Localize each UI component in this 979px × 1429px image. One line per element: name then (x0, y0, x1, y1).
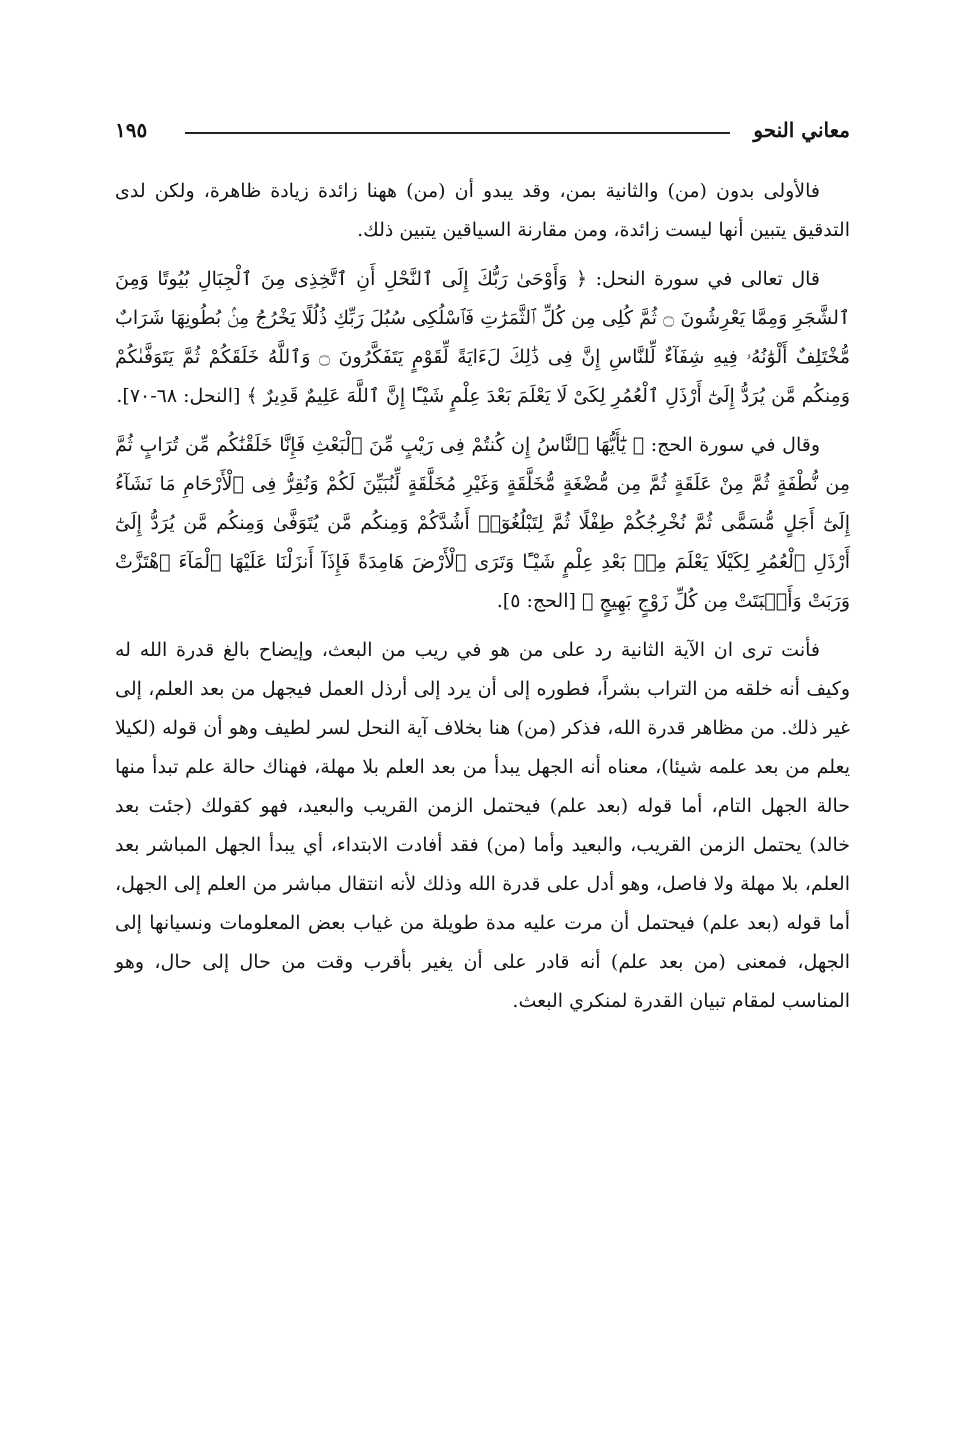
body-text (115, 172, 850, 1021)
hajj-citation: [الحج: ٥]. (496, 590, 576, 612)
paragraph-analysis: فأنت ترى ان الآية الثانية رد على من هو في ريب من البعث، وإيضاح بالغ قدرة الله له وكيف أنه خلقه من التراب بشراً، فطوره إلى أن يرد إلى أرذل العمل فيجهل من بعد العلم، إلى غير ذلك. من مظاهر قدرة الله، فذكر (من) هنا بخلاف آية النحل لسر لطيف وهو أن قوله (لكيلا يعلم من بعد علمه شيئا)، معناه أنه الجهل يبدأ من بعد العلم بلا مهلة، فهناك حالة علم تبدأ منها حالة الجهل التام، أما قوله (بعد علم) فيحتمل الزمن القريب والبعيد، فهو كقولك (جئت بعد خالد) يحتمل الزمن القريب، والبعيد وأما (من) فقد أفادت الابتداء، أي يبدأ الجهل المباشر بعد العلم، بلا مهلة ولا فاصل، وهو أدل على قدرة الله وذلك لأنه انتقال مباشر من العلم إلى الجهل، أما قوله (بعد علم) فيحتمل أن مرت عليه مدة طويلة من غياب بعض المعلومات ونسيانها إلى الجهل، فمعنى (من بعد علم) أنه قادر على أن يغير بأقرب وقت من حال إلى حال، وهو المناسب لمقام تبيان القدرة لمنكري البعث. (115, 639, 850, 1012)
page-number: ١٩٥ (115, 118, 148, 142)
paragraph-surah-hajj (115, 426, 850, 621)
header-rule (185, 132, 730, 134)
nahl-verse: ﴿ وَأَوْحَىٰ رَبُّكَ إِلَى ٱلنَّحْلِ أَنِ ٱتَّخِذِى مِنَ ٱلْجِبَالِ بُيُوتًا وَمِنَ ٱلشَّجَرِ وَمِمَّا يَعْرِشُونَ ۝ ثُمَّ كُلِى مِن كُلِّ ٱلثَّمَرَٰتِ فَٱسْلُكِى سُبُلَ رَبِّكِ ذُلُلًا يَخْرُجُ مِنۢ بُطُونِهَا شَرَابٌ مُّخْتَلِفٌ أَلْوَٰنُهُۥ فِيهِ شِفَآءٌ لِّلنَّاسِ إِنَّ فِى ذَٰلِكَ لَءَايَةً لِّقَوْمٍ يَتَفَكَّرُونَ ۝ وَٱللَّهُ خَلَقَكُمْ ثُمَّ يَتَوَفَّىٰكُمْ وَمِنكُم مَّن يُرَدُّ إِلَىٰٓ أَرْذَلِ ٱلْعُمُرِ لِكَىْ لَا يَعْلَمَ بَعْدَ عِلْمٍ شَيْـًٔا إِنَّ ٱللَّهَ عَلِيمٌ قَدِيرٌ ﴾ (115, 268, 851, 407)
nahl-citation: [النحل: ٦٨-٧٠]. (116, 385, 241, 407)
hajj-intro: وقال في سورة الحج: (650, 434, 820, 456)
running-title: معاني النحو (753, 118, 850, 142)
hajj-verse: ﴿ يَٰٓأَيُّهَا ٱلنَّاسُ إِن كُنتُمْ فِى رَيْبٍ مِّنَ ٱلْبَعْثِ فَإِنَّا خَلَقْنَٰكُم مِّن تُرَابٍ ثُمَّ مِن نُّطْفَةٍ ثُمَّ مِنْ عَلَقَةٍ ثُمَّ مِن مُّضْغَةٍ مُّخَلَّقَةٍ وَغَيْرِ مُخَلَّقَةٍ لِّنُبَيِّنَ لَكُمْ وَنُقِرُّ فِى ٱلْأَرْحَامِ مَا نَشَآءُ إِلَىٰٓ أَجَلٍ مُّسَمًّى ثُمَّ نُخْرِجُكُمْ طِفْلًا ثُمَّ لِتَبْلُغُوٓا۟ أَشُدَّكُمْ وَمِنكُم مَّن يُتَوَفَّىٰ وَمِنكُم مَّن يُرَدُّ إِلَىٰٓ أَرْذَلِ ٱلْعُمُرِ لِكَيْلَا يَعْلَمَ مِنۢ بَعْدِ عِلْمٍ شَيْـًٔا وَتَرَى ٱلْأَرْضَ هَامِدَةً فَإِذَآ أَنزَلْنَا عَلَيْهَا ٱلْمَآءَ ٱهْتَزَّتْ وَرَبَتْ وَأَنۢبَتَتْ مِن كُلِّ زَوْجٍ بَهِيجٍ ﴾ (115, 434, 850, 612)
paragraph-surah-nahl (115, 260, 850, 416)
paragraph-intro: فالأولى بدون (من) والثانية بمن، وقد يبدو أن (من) ههنا زائدة زيادة ظاهرة، ولكن لدى التدقيق يتبين أنها ليست زائدة، ومن مقارنة السياقين يتبين ذلك. (115, 180, 850, 241)
page-header (115, 118, 850, 148)
nahl-intro: قال تعالى في سورة النحل: (595, 268, 821, 290)
